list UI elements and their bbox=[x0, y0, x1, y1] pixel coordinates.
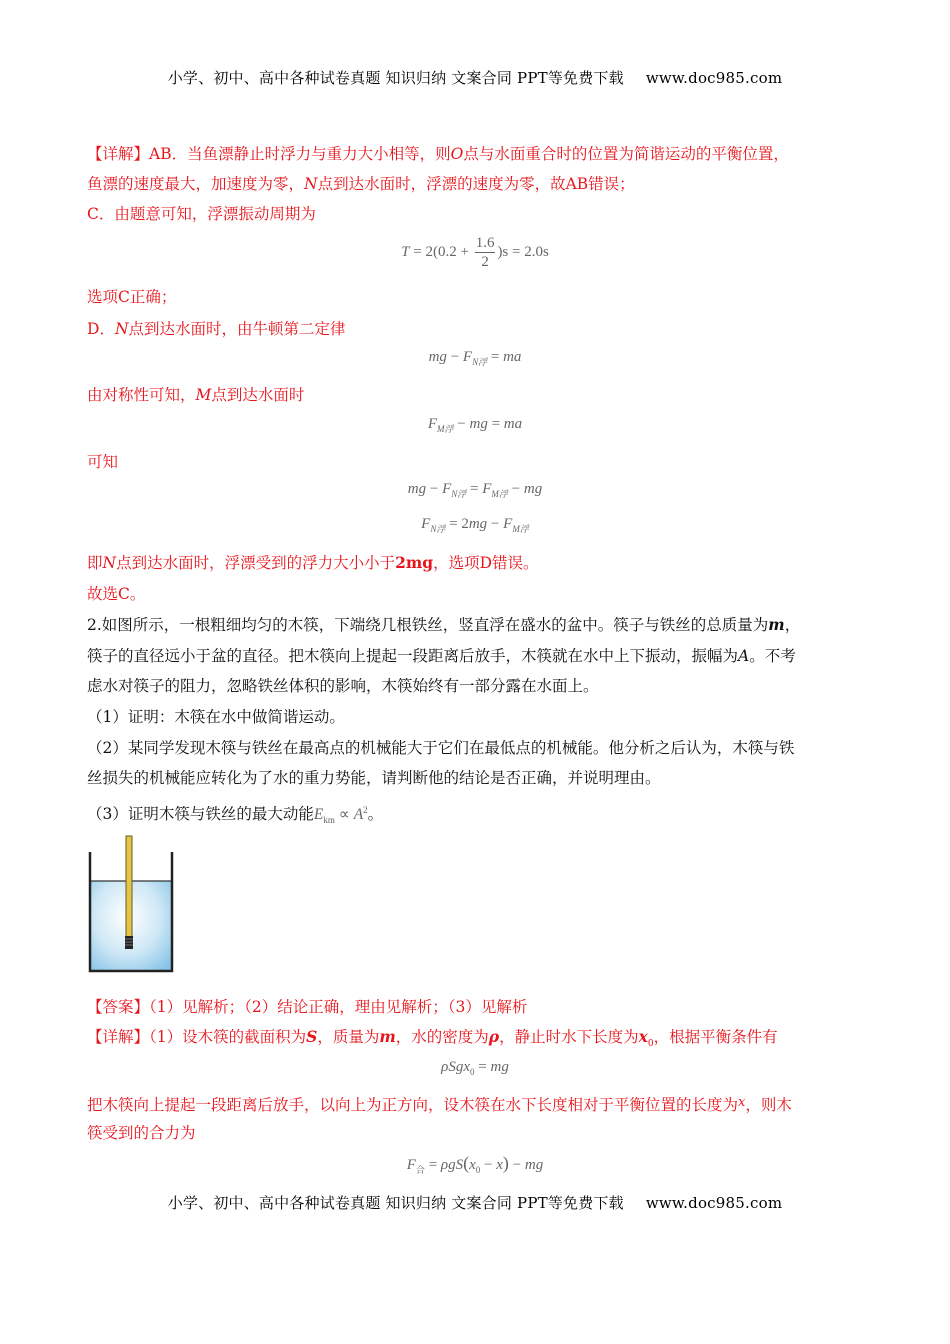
text: 筷子的直径远小于盆的直径。把木筷向上提起一段距离后放手，木筷就在水中上下振动，振幅为 bbox=[87, 647, 739, 665]
term: mg bbox=[469, 416, 488, 432]
term: mg bbox=[407, 481, 427, 497]
text: ， bbox=[784, 616, 801, 634]
text: 即 bbox=[87, 554, 103, 572]
op: − bbox=[446, 349, 463, 365]
var-m: M bbox=[195, 386, 212, 404]
op: − bbox=[507, 481, 524, 497]
subscript: N浮 bbox=[451, 489, 467, 499]
denominator: 2 bbox=[481, 254, 489, 270]
term: ma bbox=[503, 349, 522, 365]
equation-result bbox=[0, 516, 950, 535]
var-m: m bbox=[768, 615, 785, 634]
op: ∝ bbox=[334, 806, 354, 823]
q2-line-7 bbox=[87, 799, 857, 831]
text: )s = 2.0s bbox=[497, 243, 549, 260]
text: 把木筷向上提起一段距离后放手，以向上为正方向，设木筷在水下长度相对于平衡位置的长度为 bbox=[87, 1096, 739, 1114]
equation-newton-m bbox=[0, 416, 950, 435]
subscript: N浮 bbox=[430, 524, 446, 534]
formula-ekm bbox=[314, 806, 368, 823]
answer-tag: 【答案】 bbox=[87, 998, 150, 1016]
text: 。不考 bbox=[749, 647, 796, 665]
subscript: 0 bbox=[475, 1165, 481, 1175]
detail-line-2 bbox=[87, 1092, 857, 1116]
subscript: km bbox=[323, 815, 335, 825]
text: = 2(0.2 + bbox=[409, 243, 473, 260]
term: mg bbox=[468, 516, 488, 532]
var-a: A bbox=[738, 647, 750, 665]
term: x bbox=[496, 1157, 503, 1173]
fraction bbox=[475, 234, 496, 271]
header-site: www.doc985.com bbox=[645, 69, 783, 87]
op: − bbox=[508, 1157, 525, 1173]
paren: ( bbox=[463, 1153, 470, 1173]
op: = bbox=[474, 1059, 491, 1075]
var-x: x bbox=[738, 1095, 746, 1110]
paren: ) bbox=[502, 1153, 509, 1173]
var-n: N bbox=[304, 175, 318, 193]
term: 2mg bbox=[395, 553, 434, 572]
op: = bbox=[424, 1157, 441, 1173]
text: 点到达水面时，浮漂受到的浮力大小小于 bbox=[116, 554, 396, 572]
text: 点到达水面时，由牛顿第二定律 bbox=[128, 320, 346, 338]
equation-equilibrium bbox=[0, 1059, 950, 1077]
chopstick bbox=[126, 836, 132, 942]
term: F bbox=[462, 349, 473, 365]
op: − bbox=[487, 516, 504, 532]
q2-line-2 bbox=[87, 645, 857, 667]
text: 由对称性可知， bbox=[87, 386, 196, 404]
var-rho: ρ bbox=[488, 1027, 500, 1046]
q2-line-1 bbox=[87, 614, 857, 636]
var-e: E bbox=[313, 806, 324, 823]
term: F bbox=[503, 516, 513, 532]
subscript: M浮 bbox=[512, 524, 529, 534]
equation-combined bbox=[0, 481, 950, 500]
text: ，根据平衡条件有 bbox=[653, 1028, 778, 1046]
text: ，水的密度为 bbox=[395, 1028, 489, 1046]
term: F bbox=[427, 416, 438, 432]
term: ρgS bbox=[440, 1157, 464, 1173]
var-o: O bbox=[450, 145, 464, 163]
detail-tag: 【详解】 bbox=[87, 145, 150, 163]
footer-text: 小学、初中、高中各种试卷真题 知识归纳 文案合同 PPT等免费下载 bbox=[167, 1194, 624, 1212]
text: D． bbox=[87, 320, 115, 338]
term: F bbox=[406, 1157, 416, 1173]
term: ma bbox=[503, 416, 523, 432]
q2-line-5: （2）某同学发现木筷与铁丝在最高点的机械能大于它们在最低点的机械能。他分析之后认为，木筷与铁 bbox=[87, 739, 795, 757]
footer-site: www.doc985.com bbox=[645, 1194, 783, 1212]
op: = 2 bbox=[445, 516, 469, 532]
op: = bbox=[487, 349, 504, 365]
text: 点到达水面时 bbox=[211, 386, 305, 404]
detail-line-1 bbox=[87, 1026, 857, 1055]
text: ，选项D错误。 bbox=[433, 554, 539, 572]
var-m: m bbox=[379, 1027, 396, 1046]
text: ，质量为 bbox=[317, 1028, 380, 1046]
op: − bbox=[480, 1157, 497, 1173]
p1-line-5 bbox=[87, 318, 857, 340]
op: − bbox=[453, 416, 470, 432]
equation-net-force bbox=[0, 1153, 950, 1176]
p1-line-6 bbox=[87, 384, 857, 406]
text: ，则木 bbox=[745, 1096, 792, 1114]
term: x bbox=[469, 1157, 476, 1173]
p1-line-4: 选项C正确； bbox=[87, 288, 177, 306]
p1-line-2 bbox=[87, 173, 857, 195]
iron-wire bbox=[125, 936, 133, 949]
term: F bbox=[442, 481, 452, 497]
answer-text: （1）见解析；（2）结论正确，理由见解析；（3）见解析 bbox=[149, 998, 528, 1016]
subscript: M浮 bbox=[437, 424, 454, 434]
op: = bbox=[466, 481, 483, 497]
var-x: x bbox=[638, 1027, 648, 1046]
term: ρSgx bbox=[441, 1059, 471, 1075]
superscript: 2 bbox=[363, 805, 368, 815]
subscript: N浮 bbox=[472, 357, 488, 367]
numerator: 1.6 bbox=[475, 235, 495, 251]
q2-line-6: 丝损失的机械能应转化为了水的重力势能，请判断他的结论是否正确，并说明理由。 bbox=[87, 769, 661, 787]
p1-line-8 bbox=[87, 552, 857, 574]
detail-line-3: 筷受到的合力为 bbox=[87, 1124, 196, 1142]
text: ，静止时水下长度为 bbox=[499, 1028, 639, 1046]
q2-line-4: （1）证明：木筷在水中做简谐运动。 bbox=[87, 708, 345, 726]
text: 。 bbox=[367, 805, 384, 823]
term: mg bbox=[523, 481, 543, 497]
basin-figure bbox=[88, 832, 174, 974]
term: mg bbox=[428, 349, 447, 365]
text: （1）设木筷的截面积为 bbox=[149, 1028, 307, 1046]
p1-line-9: 故选C。 bbox=[87, 585, 146, 603]
term: F bbox=[421, 516, 431, 532]
var-n: N bbox=[102, 554, 117, 572]
page-footer bbox=[0, 1192, 950, 1213]
var-s: S bbox=[306, 1027, 318, 1046]
var-n: N bbox=[114, 320, 129, 338]
subscript: 0 bbox=[647, 1039, 654, 1049]
subscript: M浮 bbox=[491, 489, 508, 499]
header-text: 小学、初中、高中各种试卷真题 知识归纳 文案合同 PPT等免费下载 bbox=[167, 69, 624, 87]
term: mg bbox=[524, 1157, 544, 1173]
text: 鱼漂的速度最大，加速度为零， bbox=[87, 175, 305, 193]
op: = bbox=[487, 416, 504, 432]
text: 点到达水面时，浮漂的速度为零，故AB错误； bbox=[317, 175, 635, 193]
var-a: A bbox=[353, 806, 364, 823]
q2-line-3: 虑水对筷子的阻力，忽略铁丝体积的影响，木筷始终有一部分露在水面上。 bbox=[87, 677, 599, 695]
detail-tag: 【详解】 bbox=[87, 1028, 150, 1046]
op: − bbox=[426, 481, 443, 497]
p1-line-3: C．由题意可知，浮漂振动周期为 bbox=[87, 205, 316, 223]
text: （3）证明木筷与铁丝的最大动能 bbox=[87, 805, 314, 823]
text: AB．当鱼漂静止时浮力与重力大小相等，则 bbox=[149, 145, 451, 163]
p1-line-1 bbox=[87, 143, 857, 165]
var-t: T bbox=[401, 243, 410, 260]
p1-line-7: 可知 bbox=[87, 453, 119, 471]
term: F bbox=[482, 481, 492, 497]
text: 2.如图所示，一根粗细均匀的木筷，下端绕几根铁丝，竖直浮在盛水的盆中。筷子与铁丝的总质量为 bbox=[87, 616, 769, 634]
term: mg bbox=[490, 1059, 509, 1075]
subscript: 合 bbox=[415, 1165, 425, 1175]
text: 点与水面重合时的位置为简谐运动的平衡位置， bbox=[463, 145, 789, 163]
equation-period bbox=[0, 234, 950, 271]
page-header bbox=[0, 67, 950, 88]
equation-newton-n bbox=[0, 349, 950, 368]
answer-line bbox=[87, 996, 857, 1018]
subscript: 0 bbox=[470, 1067, 475, 1077]
